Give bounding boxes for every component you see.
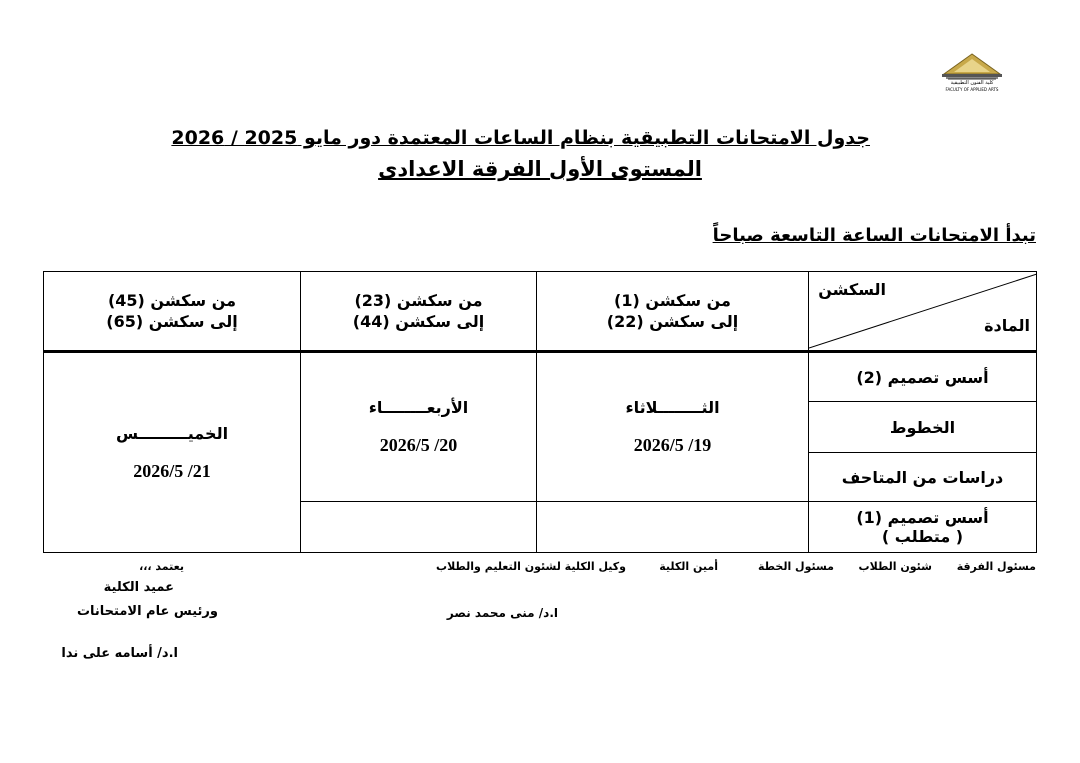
day-date: 2026/5 /21: [133, 460, 211, 481]
sig-dean-name: ا.د/ أسامه على ندا: [61, 646, 178, 661]
day-cell-3: [44, 352, 301, 553]
corner-bottom-label: المادة: [984, 316, 1030, 335]
section-range-3: [44, 272, 301, 352]
section-from: من سكشن (23): [354, 291, 483, 310]
empty-cell: [537, 502, 809, 553]
section-from: من سكشن (1): [614, 291, 731, 310]
corner-cell: [809, 272, 1037, 352]
sig-approve: يعتمد ،،،: [139, 560, 184, 573]
sig-plan-officer: مسئول الخطة: [758, 560, 834, 573]
subject-cell: [809, 402, 1037, 453]
subject-name: الخطوط: [889, 417, 956, 437]
corner-top-label: السكشن: [818, 280, 886, 299]
logo-text-en: FACULTY OF APPLIED ARTS: [945, 87, 999, 92]
section-to: إلى سكشن (44): [352, 312, 485, 331]
table-row: [44, 352, 1037, 402]
day-date: 2026/5 /20: [379, 435, 458, 455]
sig-vice-name: ا.د/ منى محمد نصر: [446, 606, 558, 620]
sig-student-affairs: شئون الطلاب: [858, 560, 932, 573]
day-cell-2: [301, 352, 537, 502]
sig-faculty-secretary: أمين الكلية: [659, 560, 718, 573]
section-from: من سكشن (45): [107, 291, 237, 310]
exam-schedule-table: [43, 271, 1037, 553]
section-range-1: [537, 272, 809, 352]
table-header-row: [44, 272, 1037, 352]
section-to: إلى سكشن (22): [606, 312, 739, 331]
subject-name: أسس تصميم (1): [856, 508, 989, 527]
subject-name: دراسات من المتاحف: [841, 467, 1004, 487]
document-subtitle: المستوى الأول الفرقة الاعدادى: [378, 157, 702, 181]
section-to: إلى سكشن (65): [106, 312, 238, 331]
empty-cell: [301, 502, 537, 553]
subject-note: ( متطلب ): [881, 527, 964, 546]
document-title: جدول الامتحانات التطبيقية بنظام الساعات المعتمدة دور مايو 2025 / 2026: [171, 127, 870, 149]
day-name: الأربعــــــــاء: [368, 398, 469, 417]
subject-name: أسس تصميم (2): [856, 367, 989, 387]
subject-cell: [809, 352, 1037, 402]
day-name: الخميـــــــــس: [115, 423, 229, 443]
day-date: 2026/5 /19: [633, 435, 712, 455]
sig-vice-dean: وكيل الكلية لشئون التعليم والطلاب: [436, 560, 626, 573]
subject-cell: [809, 453, 1037, 502]
faculty-logo: [928, 52, 1016, 94]
sig-class-officer: مسئول الفرقة: [956, 560, 1036, 573]
logo-text-ar: كلية الفنون التطبيقية: [950, 80, 994, 86]
subject-cell: [809, 502, 1037, 553]
day-name: الثــــــــلاثاء: [625, 398, 720, 417]
day-cell-1: [537, 352, 809, 502]
start-time-note: تبدأ الامتحانات الساعة التاسعة صباحاً: [712, 225, 1036, 246]
section-range-2: [301, 272, 537, 352]
sig-dean: عميد الكلية: [103, 580, 174, 595]
sig-exam-head: ورئيس عام الامتحانات: [76, 604, 218, 619]
